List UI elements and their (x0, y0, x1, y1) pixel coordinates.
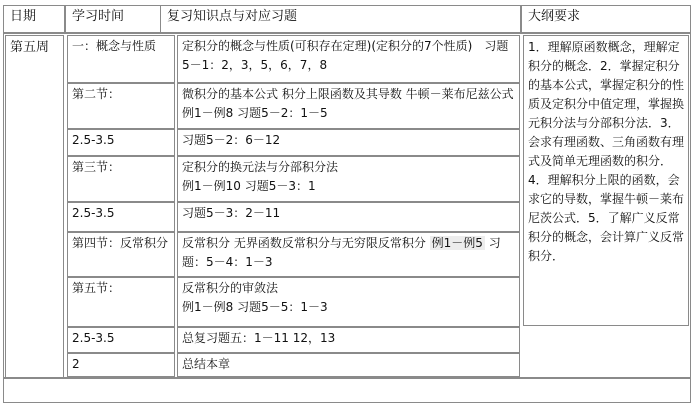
bottom-empty-row (3, 378, 691, 403)
content-cell-8: 总复习题五：1－11 12，13 (177, 327, 520, 353)
header-syllabus: 大纲要求 (521, 5, 691, 33)
header-date: 日期 (3, 5, 65, 33)
content-cell-7-line1: 反常积分的审敛法 (182, 281, 279, 295)
time-cell-2: 第二节： (67, 83, 175, 129)
header-topics: 复习知识点与对应习题 (160, 5, 521, 33)
content-cell-3: 习题5－2：6－12 (177, 129, 520, 156)
content-cell-1: 定积分的概念与性质(可积存在定理)(定积分的7个性质) 习题5－1：2，3，5，6，7，8 (177, 35, 520, 83)
time-cell-6: 第四节：反常积分 (67, 232, 175, 277)
content-cell-4-line1: 定积分的换元法与分部积分法 (182, 160, 339, 174)
content-cell-2: 微积分的基本公式 积分上限函数及其导数 牛顿－莱布尼兹公式 例1－例8 习题5－2：1－5 (177, 83, 520, 129)
content-cell-4-line2: 例1－例10 习题5－3：1 (182, 179, 316, 193)
time-cell-5: 2.5-3.5 (67, 202, 175, 232)
content-cell-6-text: 反常积分 无界函数反常积分与无穷限反常积分 (182, 236, 430, 250)
content-cell-6 (177, 232, 520, 277)
content-cell-6-exercises: 习题：5－4：1－3 (182, 236, 501, 269)
content-cell-7-line2: 例1－例8 习题5－5：1－3 (182, 300, 328, 314)
time-cell-3: 2.5-3.5 (67, 129, 175, 156)
content-cell-7 (177, 277, 520, 327)
time-cell-4: 第三节： (67, 156, 175, 202)
time-cell-7: 第五节： (67, 277, 175, 327)
content-cell-5: 习题5－3：2－11 (177, 202, 520, 232)
header-study-time: 学习时间 (65, 5, 161, 33)
time-cell-1: 一：概念与性质 (67, 35, 175, 83)
content-cell-6-examples: 例1－例5 (431, 236, 483, 250)
content-cell-9: 总结本章 (177, 353, 520, 377)
requirements-cell: 1．理解原函数概念，理解定积分的概念．2．掌握定积分的基本公式，掌握定积分的性质及定积分中值定理，掌握换元积分法与分部积分法．3．会求有理函数、三角函数有理式及简单无理函数的积分．4．理解积分上限的函数，会求它的导数，掌握牛顿－莱布尼茨公式．5．了解广义反常积分的概念，会计算广义反常积分． (523, 35, 689, 326)
content-cell-4 (177, 156, 520, 202)
time-cell-9: 2 (67, 353, 175, 377)
week-cell: 第五周 (5, 35, 64, 378)
time-cell-8: 2.5-3.5 (67, 327, 175, 353)
